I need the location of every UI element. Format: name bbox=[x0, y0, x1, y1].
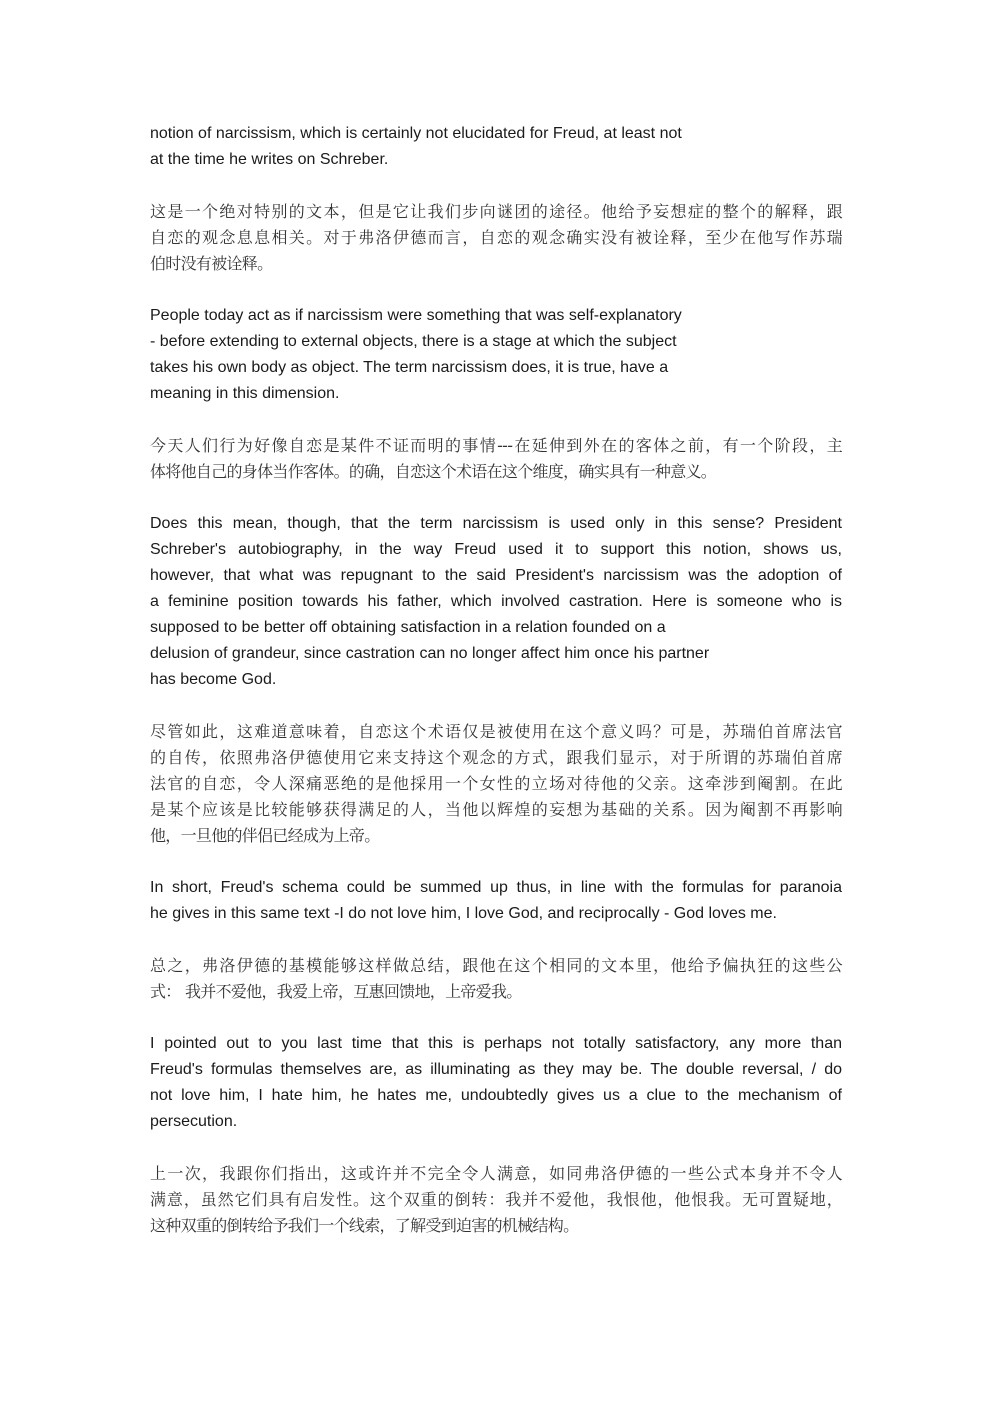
paragraph-gap bbox=[150, 173, 842, 199]
text-line: Schreber's autobiography, in the way Freud used it to support this notion, shows us, bbox=[150, 541, 842, 558]
text-line: 自恋的观念息息相关。对于弗洛伊德而言，自恋的观念确实没有被诠释，至少在他写作苏瑞 bbox=[150, 228, 842, 247]
chinese-paragraph bbox=[150, 199, 842, 277]
paragraph-gap bbox=[150, 1005, 842, 1031]
paragraph-gap bbox=[150, 277, 842, 303]
text-line: 式： 我并不爱他，我爱上帝，互惠回馈地，上帝爱我。 bbox=[150, 982, 522, 1001]
text-line: he gives in this same text -I do not love him, I love God, and reciprocally - God loves me. bbox=[150, 905, 777, 922]
text-line: 是某个应该是比较能够获得满足的人，当他以辉煌的妄想为基础的关系。因为阉割不再影响 bbox=[150, 800, 842, 819]
english-paragraph bbox=[150, 875, 842, 927]
text-line: not love him, I hate him, he hates me, undoubtedly gives us a clue to the mechanism of bbox=[150, 1087, 842, 1104]
text-line: has become God. bbox=[150, 671, 277, 688]
text-line: 总之，弗洛伊德的基模能够这样做总结，跟他在这个相同的文本里，他给予偏执狂的这些公 bbox=[150, 956, 842, 975]
document-page bbox=[150, 121, 842, 1239]
text-line: 这是一个绝对特别的文本，但是它让我们步向谜团的途径。他给予妄想症的整个的解释，跟 bbox=[150, 202, 842, 221]
text-line: - before extending to external objects, there is a stage at which the subject bbox=[150, 333, 677, 350]
chinese-paragraph bbox=[150, 1161, 842, 1239]
english-paragraph bbox=[150, 1031, 842, 1135]
text-line: 体将他自己的身体当作客体。的确，自恋这个术语在这个维度，确实具有一种意义。 bbox=[150, 462, 717, 481]
text-line: takes his own body as object. The term narcissism does, it is true, have a bbox=[150, 359, 669, 376]
text-line: Does this mean, though, that the term narcissism is used only in this sense? President bbox=[150, 515, 842, 532]
paragraph-gap bbox=[150, 407, 842, 433]
text-line: 他，一旦他的伴侣已经成为上帝。 bbox=[150, 826, 380, 845]
text-line: at the time he writes on Schreber. bbox=[150, 151, 389, 168]
text-line: People today act as if narcissism were something that was self-explanatory bbox=[150, 307, 682, 324]
chinese-paragraph bbox=[150, 719, 842, 849]
paragraph-gap bbox=[150, 849, 842, 875]
english-paragraph bbox=[150, 303, 842, 407]
text-line: 今天人们行为好像自恋是某件不证而明的事情---在延伸到外在的客体之前，有一个阶段，主 bbox=[150, 436, 842, 455]
text-line: 尽管如此，这难道意味着，自恋这个术语仅是被使用在这个意义吗？可是，苏瑞伯首席法官 bbox=[150, 722, 842, 741]
text-line: a feminine position towards his father, which involved castration. Here is someone who is bbox=[150, 593, 842, 610]
text-line: 上一次，我跟你们指出，这或许并不完全令人满意，如同弗洛伊德的一些公式本身并不令人 bbox=[150, 1164, 842, 1183]
text-line: In short, Freud's schema could be summed up thus, in line with the formulas for paranoia bbox=[150, 879, 842, 896]
text-line: delusion of grandeur, since castration can no longer affect him once his partner bbox=[150, 645, 710, 662]
english-paragraph bbox=[150, 511, 842, 693]
english-paragraph bbox=[150, 121, 842, 173]
chinese-paragraph bbox=[150, 953, 842, 1005]
text-line: 满意，虽然它们具有启发性。这个双重的倒转：我并不爱他，我恨他，他恨我。无可置疑地， bbox=[150, 1190, 842, 1209]
text-line: persecution. bbox=[150, 1113, 238, 1130]
text-line: however, that what was repugnant to the said President's narcissism was the adoption of bbox=[150, 567, 842, 584]
text-line: notion of narcissism, which is certainly not elucidated for Freud, at least not bbox=[150, 125, 682, 142]
paragraph-gap bbox=[150, 1135, 842, 1161]
text-line: 伯时没有被诠释。 bbox=[150, 254, 273, 273]
text-line: I pointed out to you last time that this is perhaps not totally satisfactory, any more than bbox=[150, 1035, 842, 1052]
paragraph-gap bbox=[150, 927, 842, 953]
text-line: 法官的自恋，令人深痛恶绝的是他採用一个女性的立场对待他的父亲。这牵涉到阉割。在此 bbox=[150, 774, 842, 793]
paragraph-gap bbox=[150, 693, 842, 719]
text-line: meaning in this dimension. bbox=[150, 385, 340, 402]
text-line: 这种双重的倒转给予我们一个线索，了解受到迫害的机械结构。 bbox=[150, 1216, 579, 1235]
text-line: supposed to be better off obtaining satisfaction in a relation founded on a bbox=[150, 619, 666, 636]
paragraph-gap bbox=[150, 485, 842, 511]
text-line: Freud's formulas themselves are, as illuminating as they may be. The double reversal, / do bbox=[150, 1061, 842, 1078]
chinese-paragraph bbox=[150, 433, 842, 485]
text-line: 的自传，依照弗洛伊德使用它来支持这个观念的方式，跟我们显示，对于所谓的苏瑞伯首席 bbox=[150, 748, 842, 767]
